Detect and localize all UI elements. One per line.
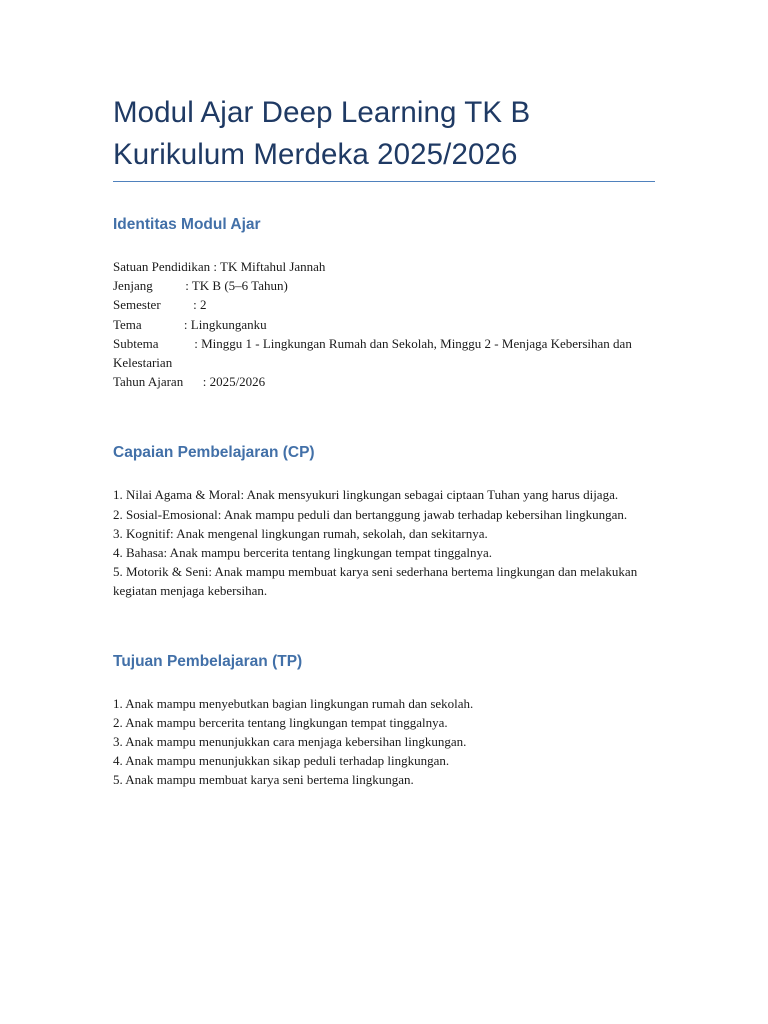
tujuan-list: [113, 694, 656, 790]
heading-capaian-pembelajaran: Capaian Pembelajaran (CP): [113, 444, 315, 462]
capaian-list: [113, 485, 656, 600]
identitas-row-tema: Tema : Lingkunganku: [113, 316, 267, 332]
document-title: [113, 92, 656, 176]
capaian-item: 2. Sosial-Emosional: Anak mampu peduli dan bertanggung jawab terhadap kebersihan lingkungan.: [113, 506, 628, 522]
identitas-row-subtema: Subtema : Minggu 1 - Lingkungan Rumah dan Sekolah, Minggu 2 - Menjaga Kebersihan dan Kelestarian: [113, 335, 636, 371]
tujuan-item: 1. Anak mampu menyebutkan bagian lingkungan rumah dan sekolah.: [113, 695, 474, 711]
identitas-row-tahun-ajaran: Tahun Ajaran : 2025/2026: [113, 374, 266, 390]
tujuan-item: 2. Anak mampu bercerita tentang lingkungan tempat tinggalnya.: [113, 714, 448, 730]
identitas-row-satuan: Satuan Pendidikan : TK Miftahul Jannah: [113, 259, 326, 274]
tujuan-item: 4. Anak mampu menunjukkan sikap peduli terhadap lingkungan.: [113, 753, 450, 769]
tujuan-item: 5. Anak mampu membuat karya seni bertema lingkungan.: [113, 772, 414, 788]
identitas-list: [113, 257, 656, 391]
identitas-row-semester: Semester : 2: [113, 297, 207, 313]
identitas-row-jenjang: Jenjang : TK B (5–6 Tahun): [113, 278, 288, 294]
title-line-2: Kurikulum Merdeka 2025/2026: [113, 138, 518, 171]
heading-tujuan-pembelajaran: Tujuan Pembelajaran (TP): [113, 652, 303, 670]
heading-identitas: Identitas Modul Ajar: [113, 216, 261, 233]
capaian-item: 5. Motorik & Seni: Anak mampu membuat karya seni sederhana bertema lingkungan dan melakukan kegiatan menjaga kebersihan.: [113, 564, 638, 599]
capaian-item: 4. Bahasa: Anak mampu bercerita tentang lingkungan tempat tinggalnya.: [113, 545, 493, 561]
title-line-1: Modul Ajar Deep Learning TK B: [113, 96, 531, 129]
capaian-item: 3. Kognitif: Anak mengenal lingkungan rumah, sekolah, dan sekitarnya.: [113, 525, 488, 541]
title-underline: [113, 181, 655, 182]
capaian-item: 1. Nilai Agama & Moral: Anak mensyukuri lingkungan sebagai ciptaan Tuhan yang harus dijaga.: [113, 487, 619, 503]
tujuan-item: 3. Anak mampu menunjukkan cara menjaga kebersihan lingkungan.: [113, 734, 467, 750]
